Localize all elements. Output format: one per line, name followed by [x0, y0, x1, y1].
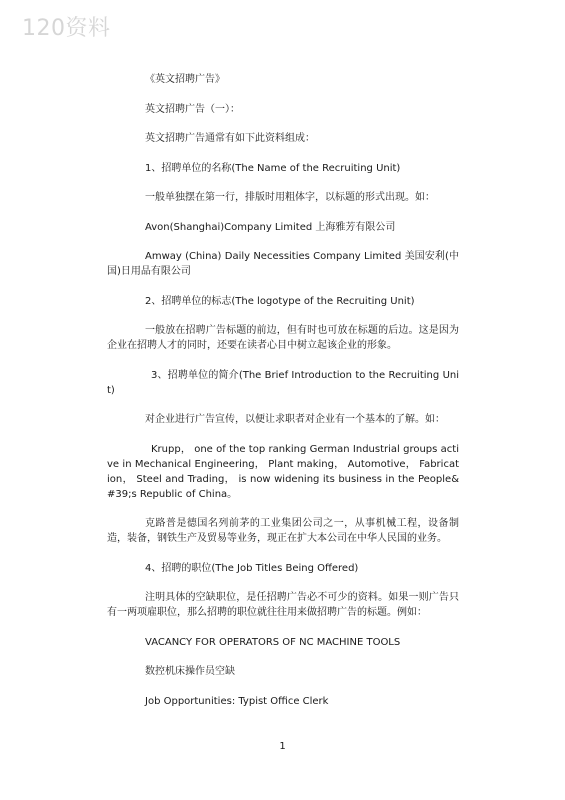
paragraph: 一般放在招聘广告标题的前边，但有时也可放在标题的后边。这是因为企业在招聘人才的同时，还要在读者心目中树立起该企业的形象。 [107, 325, 459, 351]
watermark-logo-text: 120资料 [22, 16, 111, 41]
example-job-opportunities: Job Opportunities: Typist Office Clerk [145, 695, 329, 707]
paragraph: 注明具体的空缺职位，是任招聘广告必不可少的资料。如果一则广告只有一两项雇职位，那么招聘的职位就往往用来做招聘广告的标题。例如： [107, 592, 459, 618]
item-heading-brief-introduction: 3、招聘单位的简介(The Brief Introduction to the Recruiting Unit) [107, 369, 459, 396]
page-number: 1 [279, 741, 286, 752]
item-heading-job-titles: 4、招聘的职位(The Job Titles Being Offered) [145, 562, 359, 574]
paragraph: 对企业进行广告宣传，以便让求职者对企业有一个基本的了解。如： [145, 414, 445, 425]
document-body [107, 72, 459, 723]
section-heading: 英文招聘广告（一）： [145, 103, 240, 115]
example-amway: Amway (China) Daily Necessities Company Limited 美国安利(中国)日用品有限公司 [107, 251, 459, 277]
paragraph: 一般单独摆在第一行，排版时用粗体字，以标题的形式出现。如： [145, 192, 435, 203]
paragraph: 英文招聘广告通常有如下此资料组成： [145, 133, 315, 144]
example-vacancy-english: VACANCY FOR OPERATORS OF NC MACHINE TOOLS [145, 636, 401, 648]
document-title: 《英文招聘广告》 [145, 74, 225, 85]
example-krupp-english: Krupp， one of the top ranking German Industrial groups active in Mechanical Engineering， Plant making， Automotive， Fabrication， Steel and Trading， is now widening its business in the People&#39;s Republic of China。 [107, 443, 459, 500]
example-vacancy-chinese: 数控机床操作员空缺 [145, 666, 235, 677]
example-krupp-chinese: 克路普是德国名列前茅的工业集团公司之一，从事机械工程，设备制造，装备，钢铁生产及贸易等业务，现正在扩大本公司在中华人民国的业务。 [107, 518, 459, 544]
item-heading-logotype: 2、招聘单位的标志(The logotype of the Recruiting Unit) [145, 295, 415, 307]
example-avon: Avon(Shanghai)Company Limited 上海雅芳有限公司 [145, 221, 396, 233]
item-heading-recruiting-unit-name: 1、招聘单位的名称(The Name of the Recruiting Unit) [145, 162, 401, 174]
